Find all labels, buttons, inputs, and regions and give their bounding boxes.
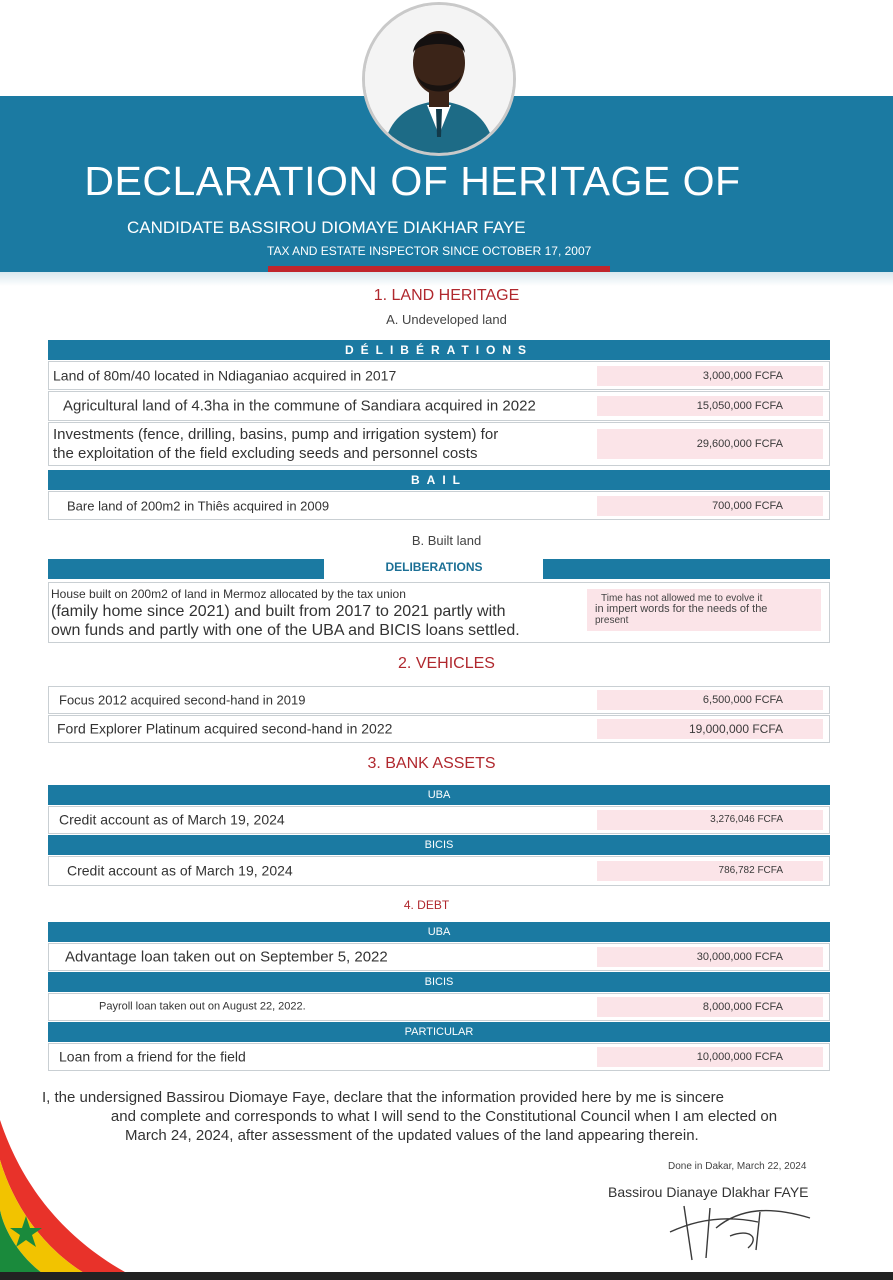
deliberations-bar: DÉLIBÉRATIONS [48, 340, 830, 360]
page-title: DECLARATION OF HERITAGE OF [84, 158, 741, 204]
declaration-statement [30, 1088, 830, 1145]
built-land-heading: B. Built land [411, 533, 482, 548]
row-value: 15,050,000 FCFA [597, 396, 823, 416]
row-label: Agricultural land of 4.3ha in the commune of Sandiara acquired in 2022 [63, 397, 536, 415]
declaration-line: and complete and corresponds to what I will send to the Constitutional Council when I am elected on [110, 1108, 778, 1125]
vehicle-row-focus [48, 686, 830, 714]
row-label: Advantage loan taken out on September 5, 2022 [65, 948, 388, 966]
bottom-strip [0, 1272, 893, 1280]
debt-heading: 4. DEBT [403, 898, 450, 912]
bank-row-bicis [48, 856, 830, 886]
debt-row-bicis [48, 993, 830, 1021]
bank-row-uba [48, 806, 830, 834]
bank-assets-heading: 3. BANK ASSETS [367, 755, 496, 772]
row-label: Credit account as of March 19, 2024 [67, 862, 293, 879]
land-row-investments [48, 422, 830, 466]
declaration-line: March 24, 2024, after assessment of the updated values of the land appearing therein. [125, 1127, 699, 1144]
title-underline [268, 266, 610, 272]
row-label: Credit account as of March 19, 2024 [59, 811, 285, 828]
built-deliberations-label: DELIBERATIONS [372, 559, 496, 576]
bail-row-thies [48, 491, 830, 520]
senegal-flag-ribbon [0, 1120, 140, 1280]
debt-particular-bar: PARTICULAR [48, 1022, 830, 1042]
signatory-name: Bassirou Dianaye Dlakhar FAYE [608, 1184, 809, 1200]
row-value: 786,782 FCFA [597, 861, 823, 881]
deliberations-bar-right [543, 559, 830, 579]
declaration-line: I, the undersigned Bassirou Diomaye Faye, declare that the information provided here by me is sincere [42, 1089, 725, 1106]
note-line: present [595, 615, 629, 626]
debt-row-particular [48, 1043, 830, 1071]
row-value: 19,000,000 FCFA [597, 719, 823, 739]
row-label: Focus 2012 acquired second-hand in 2019 [59, 692, 306, 708]
row-value: 30,000,000 FCFA [597, 947, 823, 967]
row-value: 3,276,046 FCFA [597, 810, 823, 830]
row-label: Loan from a friend for the field [59, 1048, 246, 1065]
debt-row-uba [48, 943, 830, 971]
row-value: 29,600,000 FCFA [597, 429, 823, 459]
candidate-portrait [362, 2, 516, 156]
row-label [53, 425, 498, 463]
bank-bicis-bar: BICIS [48, 835, 830, 855]
debt-uba-bar: UBA [48, 922, 830, 942]
vehicles-heading: 2. VEHICLES [398, 655, 495, 672]
place-date: Done in Dakar, March 22, 2024 [668, 1161, 807, 1172]
page-subtitle: CANDIDATE BASSIROU DIOMAYE DIAKHAR FAYE [127, 218, 526, 237]
row-label-line: (family home since 2021) and built from 2017 to 2021 partly with [51, 602, 506, 620]
handwritten-signature [660, 1188, 820, 1268]
row-value: 8,000,000 FCFA [597, 997, 823, 1017]
land-row-ndiaganiao [48, 361, 830, 390]
row-label: Payroll loan taken out on August 22, 2022. [99, 1000, 306, 1013]
deliberations-bar-left [48, 559, 324, 579]
row-value: 3,000,000 FCFA [597, 366, 823, 386]
built-row-mermoz [48, 582, 830, 643]
undeveloped-land-heading: A. Undeveloped land [386, 312, 507, 327]
bail-bar: BAIL [48, 470, 830, 490]
row-label-line: House built on 200m2 of land in Mermoz allocated by the tax union [51, 586, 406, 601]
row-label-line: own funds and partly with one of the UBA and BICIS loans settled. [51, 621, 520, 639]
banner-shadow [0, 272, 893, 286]
debt-bicis-bar: BICIS [48, 972, 830, 992]
bank-uba-bar: UBA [48, 785, 830, 805]
row-value: 6,500,000 FCFA [597, 690, 823, 710]
land-heritage-heading: 1. LAND HERITAGE [373, 287, 520, 304]
vehicle-row-explorer [48, 715, 830, 743]
row-label: Bare land of 200m2 in Thiês acquired in 2009 [67, 498, 330, 513]
row-label-line: Investments (fence, drilling, basins, pump and irrigation system) for [53, 426, 499, 443]
row-label: Land of 80m/40 located in Ndiaganiao acquired in 2017 [53, 367, 397, 383]
row-value: 700,000 FCFA [597, 496, 823, 516]
row-label [51, 586, 520, 640]
note-line: in impert words for the needs of the [595, 603, 768, 615]
row-value: 10,000,000 FCFA [597, 1047, 823, 1067]
row-label: Ford Explorer Platinum acquired second-hand in 2022 [57, 720, 393, 737]
built-row-note [587, 589, 821, 631]
note-line: Time has not allowed me to evolve it [601, 593, 763, 604]
row-label-line: the exploitation of the field excluding seeds and personnel costs [53, 445, 478, 462]
portrait-illustration [365, 5, 513, 153]
page-subline: TAX AND ESTATE INSPECTOR SINCE OCTOBER 17, 2007 [267, 244, 592, 258]
land-row-sandiara [48, 391, 830, 421]
